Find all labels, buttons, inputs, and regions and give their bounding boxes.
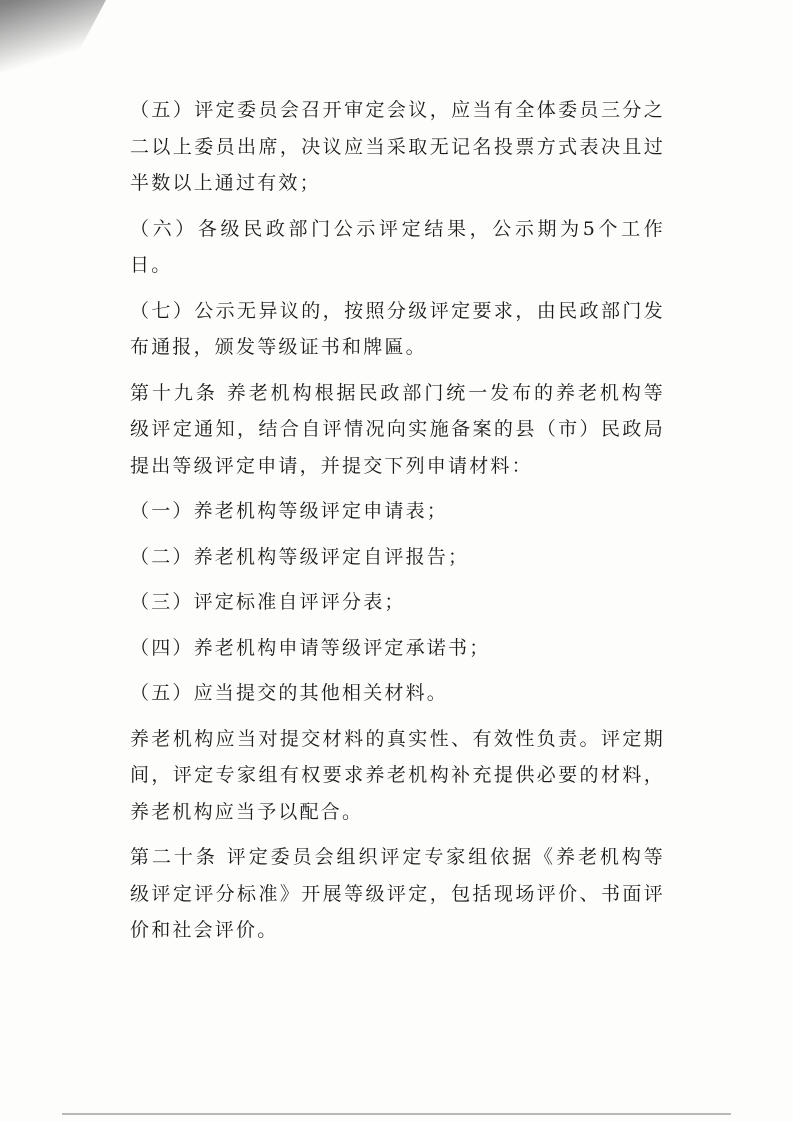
scan-bottom-edge-line	[62, 1113, 731, 1115]
scan-corner-shadow	[0, 0, 110, 80]
paragraph-list-item-1: （一）养老机构等级评定申请表；	[130, 500, 449, 522]
paragraph-list-item-4: （四）养老机构申请等级评定承诺书；	[130, 636, 491, 659]
paragraph-item-6-publicity: （六）各级民政部门公示评定结果，公示期为5个工作日。	[130, 217, 665, 276]
paragraph-item-7-no-objection: （七）公示无异议的，按照分级评定要求，由民政部门发布通报，颁发等级证书和牌匾。	[130, 299, 665, 358]
paragraph-list-item-2: （二）养老机构等级评定自评报告；	[130, 545, 470, 568]
document-body	[130, 92, 665, 958]
paragraph-list-item-5: （五）应当提交的其他相关材料。	[130, 682, 449, 704]
paragraph-list-item-3: （三）评定标准自评评分表；	[130, 591, 406, 613]
paragraph-article-20: 第二十条 评定委员会组织评定专家组依据《养老机构等级评定评分标准》开展等级评定，包括现场评价、书面评价和社会评价。	[130, 846, 665, 941]
paragraph-responsibility: 养老机构应当对提交材料的真实性、有效性负责。评定期间，评定专家组有权要求养老机构补充提供必要的材料，养老机构应当予以配合。	[130, 727, 665, 823]
paragraph-article-19: 第十九条 养老机构根据民政部门统一发布的养老机构等级评定通知，结合自评情况向实施备案的县（市）民政局提出等级评定申请，并提交下列申请材料：	[130, 381, 665, 477]
paragraph-item-5-meeting: （五）评定委员会召开审定会议，应当有全体委员三分之二以上委员出席，决议应当采取无记名投票方式表决且过半数以上通过有效；	[130, 99, 665, 194]
